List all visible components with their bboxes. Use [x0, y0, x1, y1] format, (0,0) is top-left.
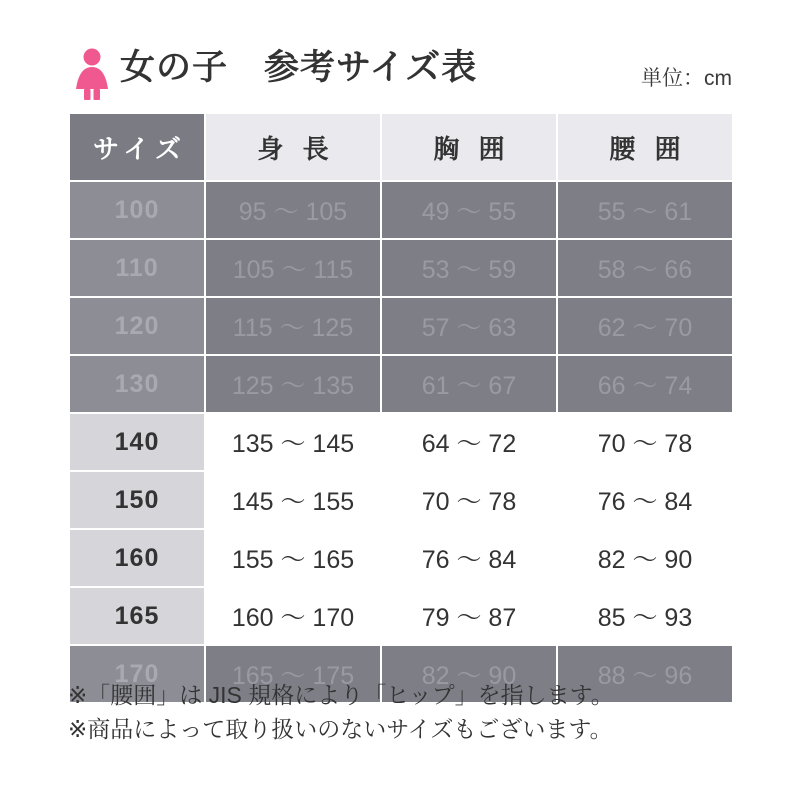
cell-chest: 70 〜 78 [381, 471, 557, 529]
table-row [69, 355, 733, 413]
column-header-waist: 腰 囲 [557, 113, 733, 181]
cell-chest: 57 〜 63 [381, 297, 557, 355]
cell-size: 100 [69, 181, 205, 239]
cell-height: 105 〜 115 [205, 239, 381, 297]
page-title: 女の子 参考サイズ表 [120, 48, 478, 87]
note-line-2: ※商品によって取り扱いのないサイズもございます。 [68, 716, 613, 742]
cell-size: 130 [69, 355, 205, 413]
table-row [69, 181, 733, 239]
cell-chest: 49 〜 55 [381, 181, 557, 239]
column-header-height: 身 長 [205, 113, 381, 181]
unit-label: 単位：cm [641, 67, 732, 90]
cell-height: 95 〜 105 [205, 181, 381, 239]
cell-chest: 61 〜 67 [381, 355, 557, 413]
cell-height: 125 〜 135 [205, 355, 381, 413]
cell-height: 115 〜 125 [205, 297, 381, 355]
cell-size: 165 [69, 587, 205, 645]
cell-height: 135 〜 145 [205, 413, 381, 471]
table-row [69, 587, 733, 645]
cell-size: 110 [69, 239, 205, 297]
cell-waist: 70 〜 78 [557, 413, 733, 471]
page-header [68, 44, 732, 104]
note-line-1: ※「腰囲」は JIS 規格により「ヒップ」を指します。 [68, 682, 614, 708]
table-row [69, 529, 733, 587]
notes-section [68, 678, 748, 746]
cell-size: 170 [69, 645, 205, 703]
cell-waist: 82 〜 90 [557, 529, 733, 587]
column-header-chest: 胸 囲 [381, 113, 557, 181]
cell-chest: 53 〜 59 [381, 239, 557, 297]
cell-waist: 88 〜 96 [557, 645, 733, 703]
cell-waist: 58 〜 66 [557, 239, 733, 297]
cell-size: 140 [69, 413, 205, 471]
cell-waist: 85 〜 93 [557, 587, 733, 645]
cell-size: 150 [69, 471, 205, 529]
table-row [69, 471, 733, 529]
size-table [68, 112, 734, 704]
cell-size: 120 [69, 297, 205, 355]
cell-waist: 76 〜 84 [557, 471, 733, 529]
cell-height: 160 〜 170 [205, 587, 381, 645]
cell-waist: 55 〜 61 [557, 181, 733, 239]
cell-height: 165 〜 175 [205, 645, 381, 703]
cell-size: 160 [69, 529, 205, 587]
table-row [69, 239, 733, 297]
cell-waist: 62 〜 70 [557, 297, 733, 355]
size-table-wrapper [68, 112, 732, 704]
cell-chest: 79 〜 87 [381, 587, 557, 645]
cell-chest: 82 〜 90 [381, 645, 557, 703]
cell-height: 145 〜 155 [205, 471, 381, 529]
girl-figure-icon [72, 48, 112, 100]
table-row [69, 413, 733, 471]
cell-chest: 76 〜 84 [381, 529, 557, 587]
cell-waist: 66 〜 74 [557, 355, 733, 413]
cell-height: 155 〜 165 [205, 529, 381, 587]
table-header-row [69, 113, 733, 181]
cell-chest: 64 〜 72 [381, 413, 557, 471]
column-header-size: サイズ [69, 113, 205, 181]
table-row [69, 297, 733, 355]
